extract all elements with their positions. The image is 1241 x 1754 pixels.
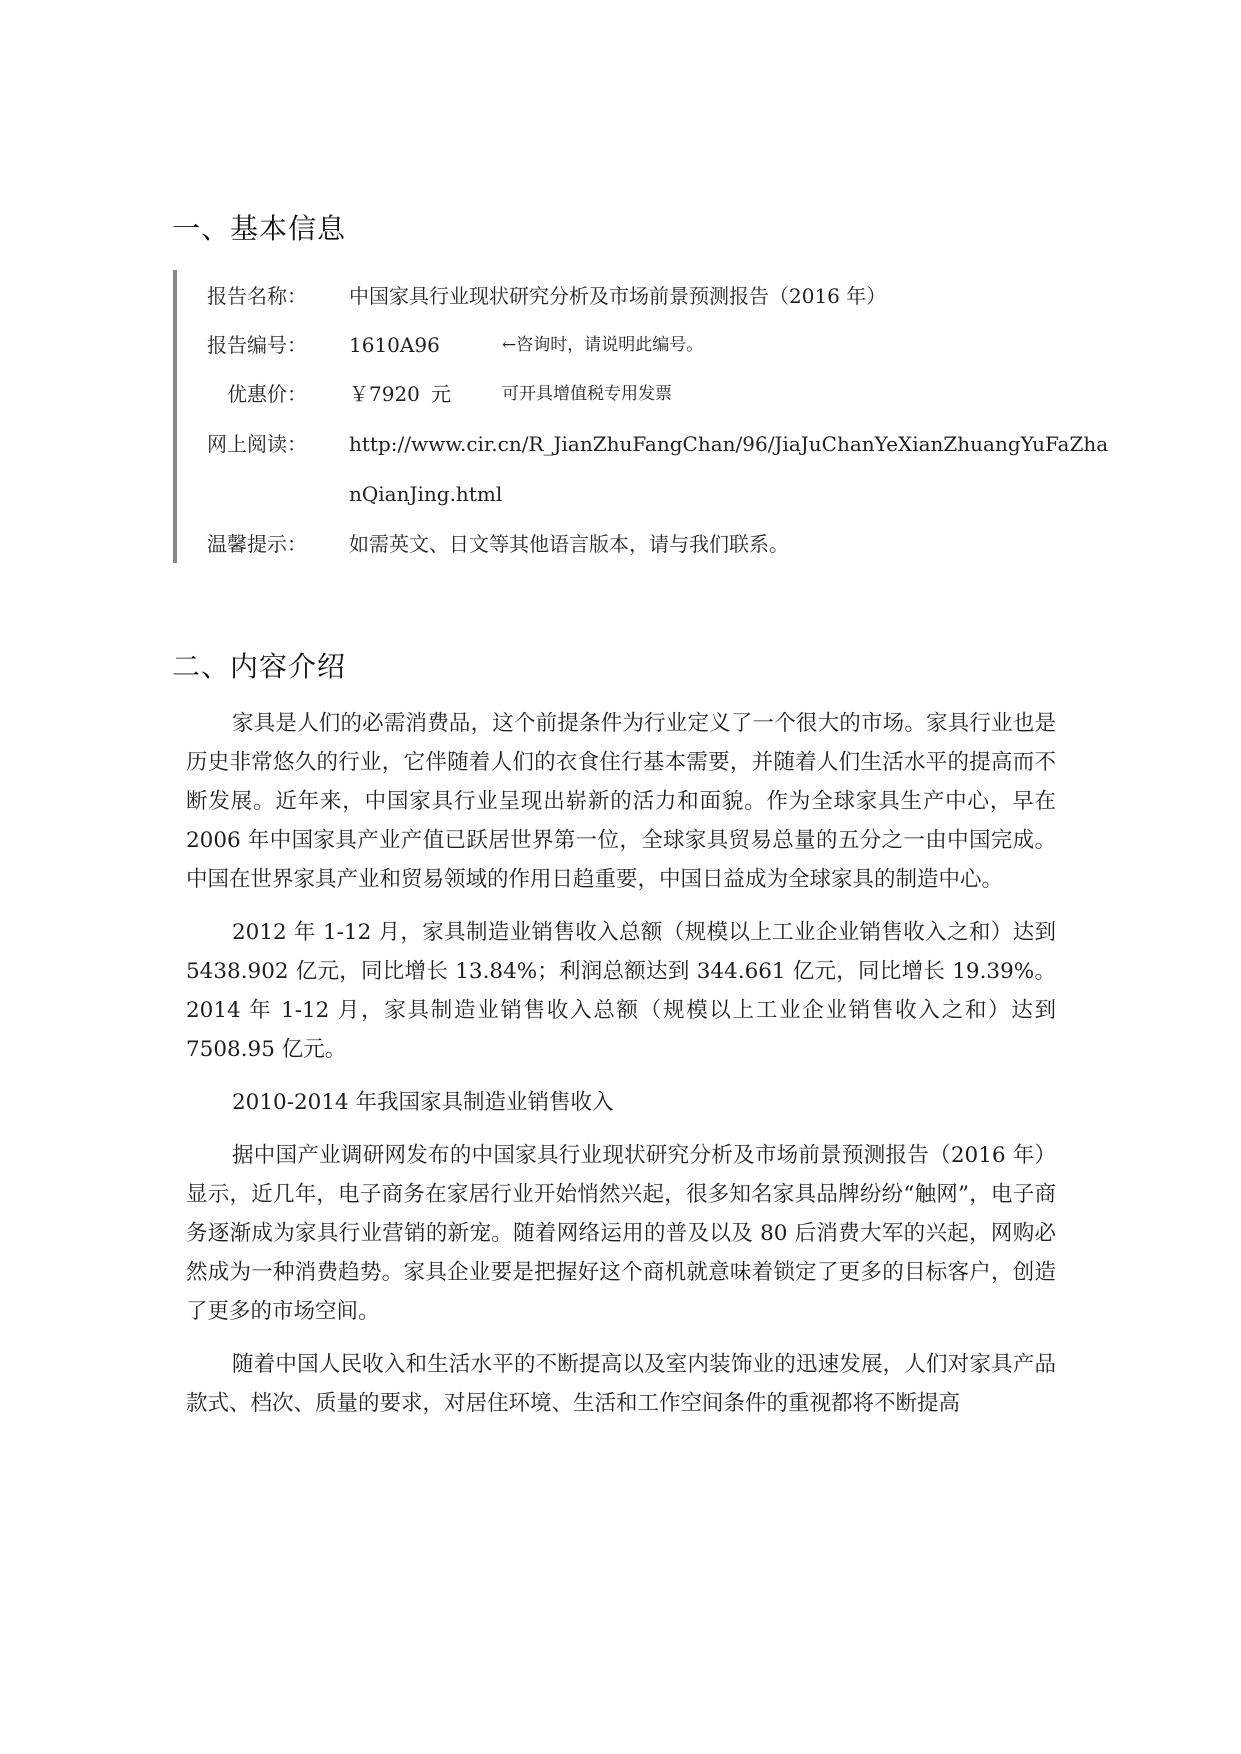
chart-caption: 2010-2014 年我国家具制造业销售收入 (232, 1090, 614, 1115)
content-intro-body (186, 704, 1056, 1437)
info-note: ←咨询时，请说明此编号。 (502, 335, 704, 355)
info-label: 报告编号： (207, 333, 307, 357)
paragraph: 2012 年 1-12 月，家具制造业销售收入总额（规模以上工业企业销售收入之和）达到 5438.902 亿元，同比增长 13.84%；利润总额达到 344.661 亿元，同比增长 19.39%。2014 年 1-12 月，家具制造业销售收入总额（规模以上工业企业销售收入之和）达到 7508.95 亿元。 (186, 920, 1056, 1062)
price-unit: 元 (431, 382, 451, 406)
online-reading-link-cont[interactable]: nQianJing.html (349, 482, 503, 506)
info-label: 报告名称： (207, 284, 307, 308)
paragraph: 家具是人们的必需消费品，这个前提条件为行业定义了一个很大的市场。家具行业也是历史非常悠久的行业，它伴随着人们的衣食住行基本需要，并随着人们生活水平的提高而不断发展。近年来，中国家具行业呈现出崭新的活力和面貌。作为全球家具生产中心，早在 2006 年中国家具产业产值已跃居世界第一位，全球家具贸易总量的五分之一由中国完成。中国在世界家具产业和贸易领域的作用日趋重要，中国日益成为全球家具的制造中心。 (186, 711, 1056, 892)
info-value: ￥7920 (349, 382, 420, 406)
info-note: 可开具增值税专用发票 (502, 384, 672, 404)
paragraph: 随着中国人民收入和生活水平的不断提高以及室内装饰业的迅速发展，人们对家具产品款式、档次、质量的要求，对居住环境、生活和工作空间条件的重视都将不断提高 (186, 1352, 1056, 1416)
info-value: 1610A96 (349, 333, 440, 357)
section-title-content-intro: 二、内容介绍 (172, 650, 347, 683)
basic-info-box (173, 270, 1109, 563)
info-label: 优惠价： (227, 382, 307, 406)
paragraph: 据中国产业调研网发布的中国家具行业现状研究分析及市场前景预测报告（2016 年）显示，近几年，电子商务在家居行业开始悄然兴起，很多知名家具品牌纷纷“触网”，电子商务逐渐成为家具行业营销的新宠。随着网络运用的普及以及 80 后消费大军的兴起，网购必然成为一种消费趋势。家具企业要是把握好这个商机就意味着锁定了更多的目标客户，创造了更多的市场空间。 (186, 1143, 1056, 1324)
info-value: 中国家具行业现状研究分析及市场前景预测报告（2016 年） (349, 284, 887, 308)
section-title-basic-info: 一、基本信息 (172, 212, 347, 245)
info-label: 温馨提示： (207, 532, 307, 556)
info-value: 如需英文、日文等其他语言版本，请与我们联系。 (349, 532, 789, 556)
online-reading-link[interactable]: http://www.cir.cn/R_JianZhuFangChan/96/JiaJuChanYeXianZhuangYuFaZha (349, 432, 1109, 456)
info-label: 网上阅读： (207, 432, 307, 456)
